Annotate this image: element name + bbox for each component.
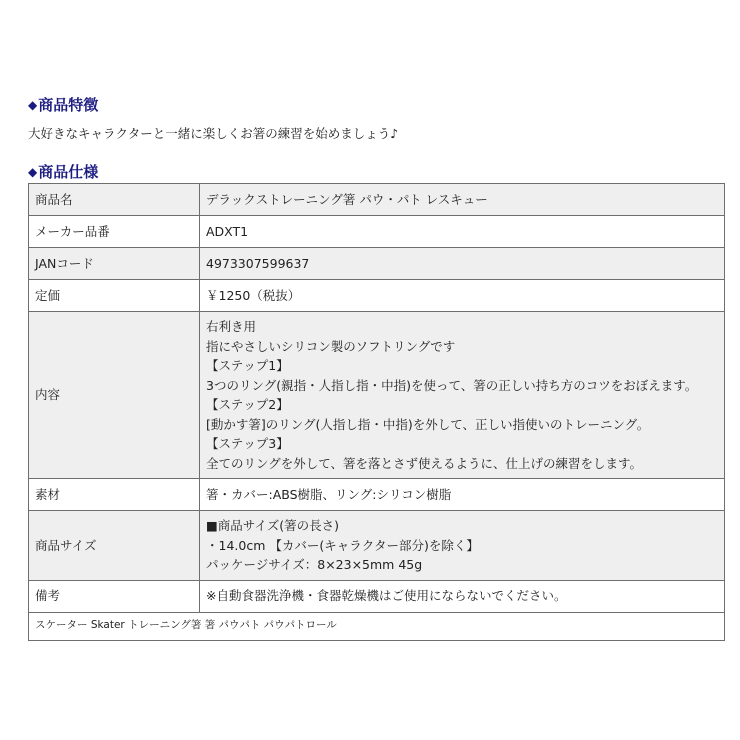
spec-label: 素材 (29, 479, 200, 511)
size-line: ・14.0cm 【カバー(キャラクター部分)を除く】 (206, 537, 479, 553)
spec-value: デラックストレーニング箸 パウ・パト レスキュー (200, 184, 725, 216)
spec-label: メーカー品番 (29, 216, 200, 248)
diamond-bullet-icon: ◆ (28, 98, 38, 112)
spec-value: 箸・カバー:ABS樹脂、リング:シリコン樹脂 (200, 479, 725, 511)
spec-table (28, 183, 725, 641)
size-line: パッケージサイズ：8×23×5mm 45g (206, 557, 423, 572)
size-line: ■商品サイズ(箸の長さ) (206, 518, 340, 533)
spec-label: 備考 (29, 580, 200, 612)
contents-line: 右利き用 (206, 319, 257, 334)
spec-value: ※自動食器洗浄機・食器乾燥機はご使用にならないでください。 (200, 580, 725, 612)
spec-row-product-name (29, 184, 725, 216)
features-heading (28, 95, 98, 115)
specs-heading (28, 162, 98, 182)
spec-row-size (29, 511, 725, 581)
spec-label: 定価 (29, 280, 200, 312)
spec-footer-keywords: スケーター Skater トレーニング箸 箸 パウパト パウパトロール (29, 612, 725, 640)
specs-heading-text: 商品仕様 (38, 163, 99, 181)
features-description: 大好きなキャラクターと一緒に楽しくお箸の練習を始めましょう♪ (28, 126, 399, 141)
spec-row-notes (29, 580, 725, 612)
diamond-bullet-icon: ◆ (28, 165, 38, 179)
spec-row-jan-code (29, 248, 725, 280)
spec-value: ADXT1 (200, 216, 725, 248)
spec-label: 内容 (29, 312, 200, 479)
spec-row-price (29, 280, 725, 312)
spec-value: 4973307599637 (200, 248, 725, 280)
spec-label: JANコード (29, 248, 200, 280)
features-heading-text: 商品特徴 (38, 96, 99, 114)
spec-row-maker-code (29, 216, 725, 248)
spec-label: 商品名 (29, 184, 200, 216)
contents-line: 全てのリングを外して、箸を落とさず使えるように、仕上げの練習をします。 (206, 455, 643, 471)
spec-row-material (29, 479, 725, 511)
spec-label: 商品サイズ (29, 511, 200, 581)
spec-value: ￥1250（税抜） (200, 280, 725, 312)
contents-line: [動かす箸]のリング(人指し指・中指)を外して、正しい指使いのトレーニング。 (206, 416, 650, 432)
spec-row-footer (29, 612, 725, 640)
spec-value (200, 511, 725, 581)
contents-line: 指にやさしいシリコン製のソフトリングです (206, 338, 456, 354)
spec-row-contents (29, 312, 725, 479)
contents-line: 【ステップ3】 (206, 436, 289, 451)
contents-line: 【ステップ2】 (206, 397, 289, 412)
spec-value (200, 312, 725, 479)
contents-line: 【ステップ1】 (206, 358, 289, 373)
contents-line: 3つのリング(親指・人指し指・中指)を使って、箸の正しい持ち方のコツをおぼえます。 (206, 377, 698, 393)
